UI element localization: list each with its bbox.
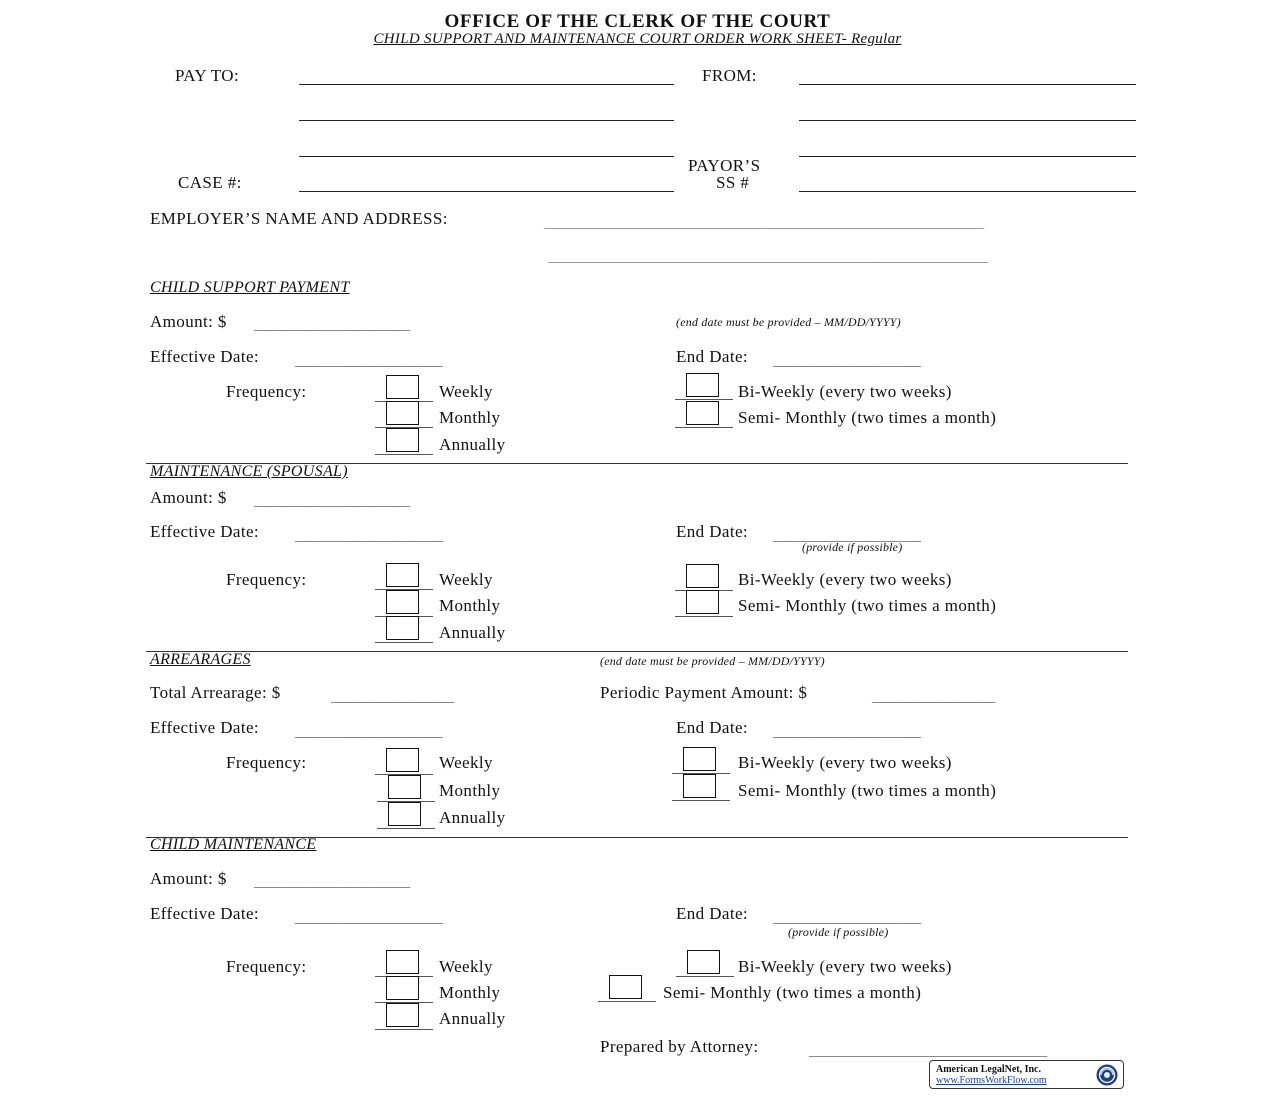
arr-weekly-label: Weekly <box>439 753 493 772</box>
arr-annually-label: Annually <box>439 808 506 827</box>
pay-to-line-1[interactable] <box>299 84 674 85</box>
cm-weekly-label: Weekly <box>439 957 493 976</box>
cs-biweekly-label: Bi-Weekly (every two weeks) <box>738 382 952 401</box>
cm-amount-label: Amount: $ <box>150 869 227 888</box>
payor-ss-field[interactable] <box>799 191 1136 192</box>
m-semimonthly-label: Semi- Monthly (two times a month) <box>738 596 997 615</box>
cm-semimonthly-label: Semi- Monthly (two times a month) <box>663 983 922 1002</box>
m-end-label: End Date: <box>676 522 749 541</box>
cm-biweekly-checkbox[interactable] <box>678 950 710 974</box>
payor-ss-label-2: SS # <box>716 173 750 192</box>
cm-monthly-checkbox[interactable] <box>377 976 409 1000</box>
prepared-by-field[interactable]: _____________________________ <box>809 1040 1047 1059</box>
cs-annually-label: Annually <box>439 435 506 454</box>
maintenance-heading: MAINTENANCE (SPOUSAL) <box>150 463 348 480</box>
arr-total-label: Total Arrearage: $ <box>150 683 281 702</box>
m-effective-label: Effective Date: <box>150 522 260 541</box>
arr-end-note: (end date must be provided – MM/DD/YYYY) <box>600 654 825 668</box>
m-semimonthly-checkbox[interactable] <box>677 590 709 614</box>
cs-end-label: End Date: <box>676 347 749 366</box>
arr-frequency-label: Frequency: <box>226 753 307 772</box>
m-monthly-checkbox[interactable] <box>377 590 409 614</box>
cm-annually-label: Annually <box>439 1009 506 1028</box>
cs-weekly-label: Weekly <box>439 382 493 401</box>
arr-monthly-label: Monthly <box>439 781 501 800</box>
section-divider <box>146 651 1128 652</box>
payor-ss-label-1: PAYOR’S <box>688 156 761 175</box>
child-support-heading: CHILD SUPPORT PAYMENT <box>150 279 350 296</box>
cs-weekly-checkbox[interactable] <box>377 375 409 399</box>
arr-end-field[interactable]: __________________ <box>773 721 921 740</box>
employer-field-1[interactable]: _____________________________________________________ <box>544 212 984 231</box>
m-annually-label: Annually <box>439 623 506 642</box>
cm-end-field[interactable]: __________________ <box>773 907 921 926</box>
cs-end-field[interactable]: __________________ <box>773 350 921 369</box>
arr-effective-label: Effective Date: <box>150 718 260 737</box>
m-biweekly-checkbox[interactable] <box>677 564 709 588</box>
cm-annually-checkbox[interactable] <box>377 1003 409 1027</box>
arr-semimonthly-checkbox[interactable] <box>674 774 706 798</box>
cm-effective-field[interactable]: __________________ <box>295 907 443 926</box>
page-subtitle: CHILD SUPPORT AND MAINTENANCE COURT ORDER WORK SHEET- Regular <box>373 31 902 47</box>
m-amount-label: Amount: $ <box>150 488 227 507</box>
cm-frequency-label: Frequency: <box>226 957 307 976</box>
case-number-field[interactable] <box>299 191 674 192</box>
arr-semimonthly-label: Semi- Monthly (two times a month) <box>738 781 997 800</box>
arr-end-label: End Date: <box>676 718 749 737</box>
cs-effective-field[interactable]: __________________ <box>295 350 443 369</box>
m-end-note: (provide if possible) <box>802 540 903 554</box>
m-amount-field[interactable]: ___________________ <box>254 490 410 509</box>
arr-effective-field[interactable]: __________________ <box>295 721 443 740</box>
arr-total-field[interactable]: _______________ <box>331 686 455 705</box>
cs-effective-label: Effective Date: <box>150 347 260 366</box>
cs-annually-checkbox[interactable] <box>377 428 409 452</box>
m-monthly-label: Monthly <box>439 596 501 615</box>
logo-name: American LegalNet, Inc. <box>936 1064 1041 1075</box>
globe-icon <box>1095 1063 1119 1087</box>
cs-amount-label: Amount: $ <box>150 312 227 331</box>
cs-monthly-checkbox[interactable] <box>377 401 409 425</box>
prepared-by-label: Prepared by Attorney: <box>600 1037 759 1056</box>
arrearages-heading: ARREARAGES <box>150 651 251 668</box>
from-line-2[interactable] <box>799 120 1136 121</box>
arr-annually-checkbox[interactable] <box>379 802 411 826</box>
arr-weekly-checkbox[interactable] <box>377 748 409 772</box>
cm-end-note: (provide if possible) <box>788 925 889 939</box>
cm-monthly-label: Monthly <box>439 983 501 1002</box>
m-weekly-label: Weekly <box>439 570 493 589</box>
from-label: FROM: <box>702 66 757 85</box>
pay-to-line-3[interactable] <box>299 156 674 157</box>
arr-biweekly-label: Bi-Weekly (every two weeks) <box>738 753 952 772</box>
m-frequency-label: Frequency: <box>226 570 307 589</box>
cs-end-note: (end date must be provided – MM/DD/YYYY) <box>676 315 901 329</box>
from-line-3[interactable] <box>799 156 1136 157</box>
m-weekly-checkbox[interactable] <box>377 563 409 587</box>
cs-biweekly-checkbox[interactable] <box>677 373 709 397</box>
publisher-logo <box>929 1060 1124 1089</box>
case-number-label: CASE #: <box>178 173 242 192</box>
child-maintenance-heading: CHILD MAINTENANCE <box>150 836 317 853</box>
cm-effective-label: Effective Date: <box>150 904 260 923</box>
cm-biweekly-label: Bi-Weekly (every two weeks) <box>738 957 952 976</box>
pay-to-line-2[interactable] <box>299 120 674 121</box>
cm-weekly-checkbox[interactable] <box>377 950 409 974</box>
m-effective-field[interactable]: __________________ <box>295 525 443 544</box>
cm-end-label: End Date: <box>676 904 749 923</box>
m-end-field[interactable]: __________________ <box>773 525 921 544</box>
arr-periodic-label: Periodic Payment Amount: $ <box>600 683 808 702</box>
logo-url[interactable]: www.FormsWorkFlow.com <box>936 1075 1047 1086</box>
pay-to-label: PAY TO: <box>175 66 240 85</box>
cs-monthly-label: Monthly <box>439 408 501 427</box>
cs-frequency-label: Frequency: <box>226 382 307 401</box>
arr-biweekly-checkbox[interactable] <box>674 747 706 771</box>
cm-semimonthly-checkbox[interactable] <box>600 975 632 999</box>
cm-amount-field[interactable]: ___________________ <box>254 871 410 890</box>
from-line-1[interactable] <box>799 84 1136 85</box>
m-biweekly-label: Bi-Weekly (every two weeks) <box>738 570 952 589</box>
cs-semimonthly-checkbox[interactable] <box>677 401 709 425</box>
employer-field-2[interactable]: _____________________________________________________ <box>548 246 988 265</box>
cs-semimonthly-label: Semi- Monthly (two times a month) <box>738 408 997 427</box>
arr-monthly-checkbox[interactable] <box>379 775 411 799</box>
arr-periodic-field[interactable]: _______________ <box>872 686 996 705</box>
employer-label: EMPLOYER’S NAME AND ADDRESS: <box>150 209 448 228</box>
m-annually-checkbox[interactable] <box>377 616 409 640</box>
page-title: OFFICE OF THE CLERK OF THE COURT <box>444 11 831 32</box>
cs-amount-field[interactable]: ___________________ <box>254 314 410 333</box>
